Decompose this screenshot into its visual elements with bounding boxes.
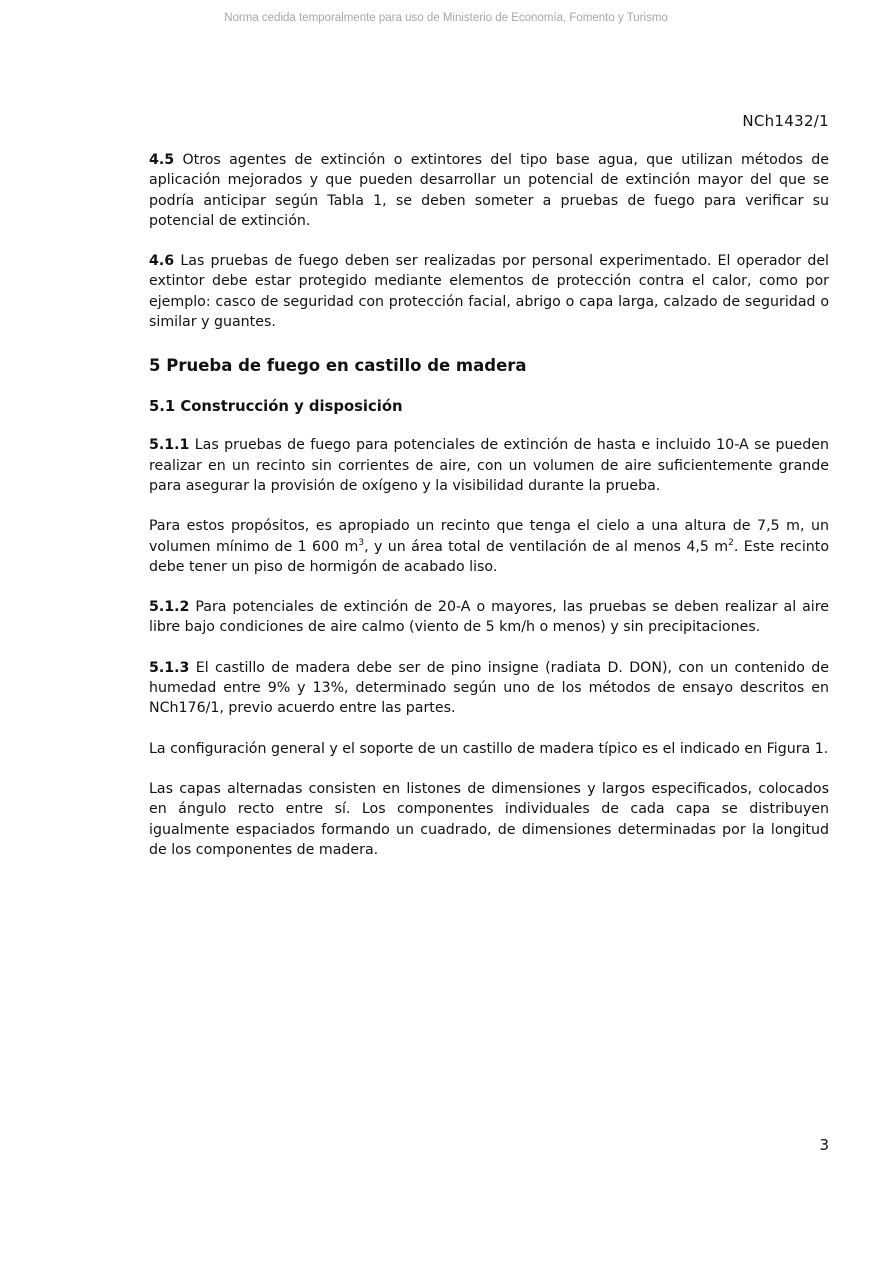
text-part: Para estos propósitos, es apropiado un recinto que tenga el cielo a una altura de 7,5 m, un volumen mínimo de 1 600 m bbox=[149, 518, 829, 555]
watermark: Norma cedida temporalmente para uso de Ministerio de Economía, Fomento y Turismo bbox=[224, 12, 668, 24]
superscript: 3 bbox=[358, 537, 365, 548]
subsection-heading-5-1: 5.1 Construcción y disposición bbox=[149, 398, 403, 416]
paragraph-layers: Las capas alternadas consisten en listones de dimensiones y largos especificados, colocados en ángulo recto entre sí. Los componentes individuales de cada capa se distribuyen igualmente espaciados formando un cuadrado, de dimensiones determinadas por la longitud de los componentes de madera. bbox=[149, 780, 829, 858]
clause-5-1-3 bbox=[149, 658, 829, 719]
clause-4-5 bbox=[149, 150, 829, 231]
text-part: , y un área total de ventilación de al menos 4,5 m bbox=[364, 538, 729, 555]
clause-5-1-1-detail bbox=[149, 516, 829, 577]
paragraph-figure-reference: La configuración general y el soporte de un castillo de madera típico es el indicado en Figura 1. bbox=[149, 740, 829, 757]
superscript: 2 bbox=[728, 537, 734, 548]
document-code: NCh1432/1 bbox=[742, 112, 829, 130]
clause-5-1-2 bbox=[149, 597, 829, 638]
clause-text: Otros agentes de extinción o extintores del tipo base agua, que utilizan métodos de aplicación mejorados y que pueden desarrollar un potencial de extinción mayor del que se podría anticipar según Tabla 1, se deben someter a pruebas de fuego para verificar su potencial de extinción. bbox=[149, 152, 829, 229]
section-heading-5: 5 Prueba de fuego en castillo de madera bbox=[149, 356, 527, 376]
clause-text: Para potenciales de extinción de 20-A o mayores, las pruebas se deben realizar al aire libre bajo condiciones de aire calmo (viento de 5 km/h o menos) y sin precipitaciones. bbox=[149, 599, 829, 636]
text-part: . Este recinto debe tener un piso de hormigón de acabado liso. bbox=[149, 538, 830, 575]
clause-text: Las pruebas de fuego deben ser realizadas por personal experimentado. El operador del extintor debe estar protegido mediante elementos de protección contra el calor, como por ejemplo: casco de seguridad con protección facial, abrigo o capa larga, calzado de seguridad o similar y guantes. bbox=[149, 253, 829, 331]
clause-text: Las pruebas de fuego para potenciales de extinción de hasta e incluido 10-A se pueden realizar en un recinto sin corrientes de aire, con un volumen de aire suficientemente grande para asegurar la provisión de oxígeno y la visibilidad durante la prueba. bbox=[149, 437, 829, 494]
clause-text: El castillo de madera debe ser de pino insigne (radiata D. DON), con un contenido de humedad entre 9% y 13%, determinado según uno de los métodos de ensayo descritos en NCh176/1, previo acuerdo entre las partes. bbox=[149, 659, 829, 717]
clause-5-1-1 bbox=[149, 435, 829, 496]
page-content bbox=[149, 150, 829, 880]
page-number: 3 bbox=[819, 1136, 829, 1154]
clause-number: 5.1.3 bbox=[149, 659, 190, 676]
clause-number: 4.6 bbox=[149, 253, 175, 270]
clause-4-6 bbox=[149, 251, 829, 332]
clause-number: 4.5 bbox=[149, 152, 175, 168]
clause-number: 5.1.1 bbox=[149, 437, 190, 454]
clause-number: 5.1.2 bbox=[149, 599, 190, 616]
